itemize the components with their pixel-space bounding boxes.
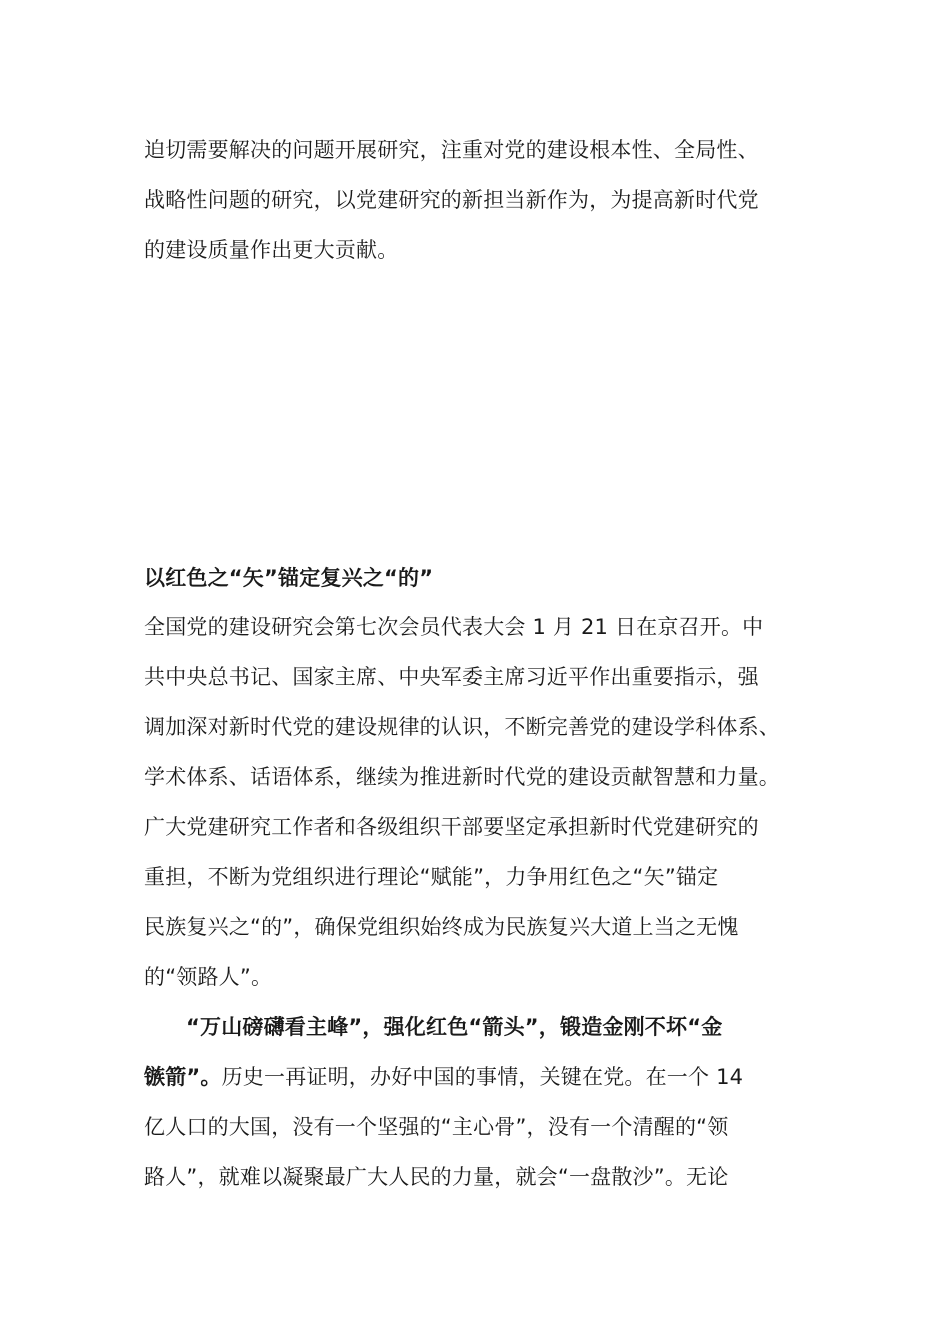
paragraph-line: 民族复兴之“的”，确保党组织始终成为民族复兴大道上当之无愧	[144, 915, 739, 939]
paragraph-text: 历史一再证明，办好中国的事情，关键在党。在一个 14	[221, 1065, 744, 1089]
paragraph-line: 共中央总书记、国家主席、中央军委主席习近平作出重要指示，强	[144, 665, 759, 689]
section-heading: 以红色之“矢”锚定复兴之“的”	[144, 566, 434, 590]
paragraph-line: 迫切需要解决的问题开展研究，注重对党的建设根本性、全局性、	[144, 138, 759, 162]
paragraph-line: 亿人口的大国，没有一个坚强的“主心骨”，没有一个清醒的“领	[144, 1115, 729, 1139]
paragraph-line: 调加深对新时代党的建设规律的认识，不断完善党的建设学科体系、	[144, 715, 780, 739]
paragraph-line: 学术体系、话语体系，继续为推进新时代党的建设贡献智慧和力量。	[144, 765, 780, 789]
paragraph-line: 的建设质量作出更大贡献。	[144, 238, 399, 262]
paragraph-line: 广大党建研究工作者和各级组织干部要坚定承担新时代党建研究的	[144, 815, 759, 839]
paragraph-line	[144, 1062, 743, 1092]
paragraph-lead-bold: “万山磅礴看主峰”，强化红色“箭头”，锻造金刚不坏“金	[186, 1015, 723, 1039]
paragraph-line: 路人”，就难以凝聚最广大人民的力量，就会“一盘散沙”。无论	[144, 1165, 729, 1189]
paragraph-lead-bold: 镞箭”。	[144, 1065, 222, 1089]
paragraph-line: 全国党的建设研究会第七次会员代表大会 1 月 21 日在京召开。中	[144, 615, 764, 639]
paragraph-line: 的“领路人”。	[144, 965, 273, 989]
paragraph-line: 重担，不断为党组织进行理论“赋能”，力争用红色之“矢”锚定	[144, 865, 719, 889]
paragraph-line: 战略性问题的研究，以党建研究的新担当新作为，为提高新时代党	[144, 188, 759, 212]
